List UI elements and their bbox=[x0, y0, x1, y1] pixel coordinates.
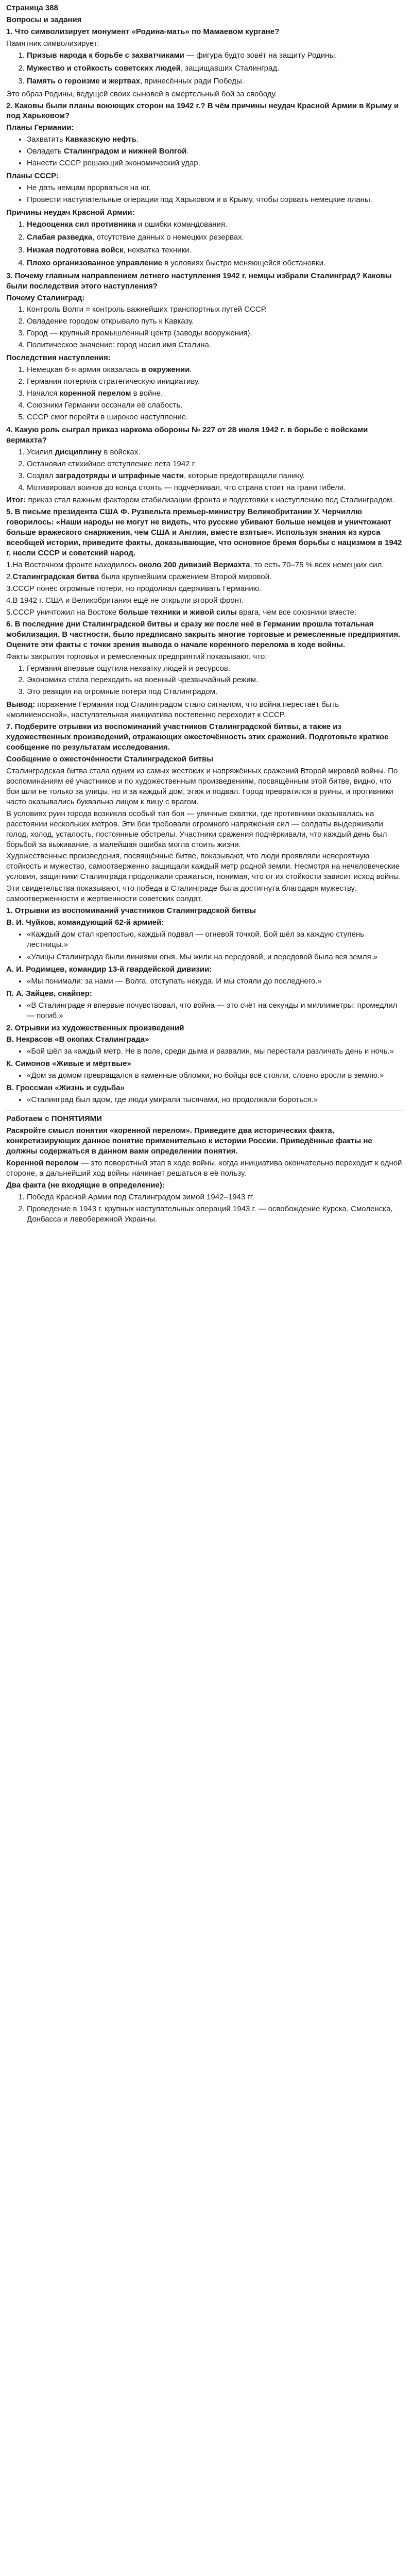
q4-result-text: приказ стал важным фактором стабилизации фронта и подготовки к наступлению под Сталинградом. bbox=[26, 496, 394, 505]
q4-item bbox=[27, 447, 403, 457]
q2-ussr-item: • Не дать немцам прорваться на юг. bbox=[27, 183, 403, 193]
q3-conseq-item bbox=[27, 388, 403, 399]
q1-item-text: — фигура будто зовёт на защиту Родины. bbox=[184, 50, 337, 60]
q7-chuikov-quotes bbox=[6, 929, 403, 962]
q2-germany-item-bold: Кавказскую нефть bbox=[65, 135, 136, 144]
q5-fact-pre: 3.СССР понёс огромные потери, но продолжал сдерживать Германию. bbox=[6, 584, 262, 593]
q2-reason-bold: Слабая разведка bbox=[27, 232, 93, 242]
q4-item bbox=[27, 483, 403, 493]
q2-reason-item bbox=[27, 258, 403, 268]
question-5-title: 5. В письме президента США Ф. Рузвельта премьер-министру Великобритании У. Черчиллю говорилось: «Наши народы не могут не видеть, что русские убивают больше немцев и уничтожают больше вражеского снаряжения, чем США и Англия, вместе взятые». Используя знания из курса всеобщей истории, приведите факты, доказывающие, что основное бремя борьбы с нацизмом в 1942 г. несли СССР и советский народ. bbox=[6, 507, 402, 558]
quote-item: • «Сталинград был адом, где люди умирали тысячами, но продолжали бороться.» bbox=[27, 1095, 403, 1105]
q2-reason-item bbox=[27, 232, 403, 243]
q6-list bbox=[6, 664, 403, 698]
q3-why-list bbox=[6, 304, 403, 350]
page-title: Страница 388 bbox=[6, 4, 58, 12]
q3-conseq-pre: Начался bbox=[27, 389, 60, 398]
q2-germany-item bbox=[27, 134, 403, 145]
q5-fact-post: была крупнейшим сражением Второй мировой. bbox=[99, 572, 272, 581]
concepts-facts-head: Два факта (не входящие в определение): bbox=[6, 1180, 165, 1190]
q4-list bbox=[6, 447, 403, 493]
question-6-title: 6. В последние дни Сталинградской битвы и сразу же после неё в Германии прошла тотальная мобилизация. В частности, было предписано закрыть многие торговые и ремесленные предприятия. Оцените эти факты с точки зрения вывода о начале коренного перелома в ходе войны. bbox=[6, 619, 401, 649]
q7-nekrasov-quotes bbox=[6, 1046, 403, 1057]
q5-fact-pre: 4.В 1942 г. США и Великобритания ещё не открыли второй фронт. bbox=[6, 596, 244, 605]
q3-conseq-bold: в окружении bbox=[141, 365, 190, 375]
q3-conseq-head: Последствия наступления: bbox=[6, 353, 111, 363]
quote-item: • «Дом за домом превращался в каменные обломки, но бойцы всё стояли, словно вросли в землю.» bbox=[27, 1071, 403, 1081]
q3-why-item: 4. Политическое значение: город носил имя Сталина. bbox=[27, 340, 403, 350]
section-title: Вопросы и задания bbox=[6, 15, 82, 24]
concepts-fact: 1. Победа Красной Армии под Сталинградом зимой 1942–1943 гг. bbox=[27, 1192, 403, 1202]
q1-item bbox=[27, 63, 403, 74]
q1-item-bold: Память о героизме и жертвах bbox=[27, 76, 141, 86]
concepts-title: Работаем с ПОНЯТИЯМИ bbox=[6, 1114, 102, 1124]
concepts-term: Коренной перелом bbox=[6, 1158, 79, 1167]
q5-fact-pre: 1.На Восточном фронте находилось bbox=[6, 561, 139, 570]
q5-fact-pre: 5.СССР уничтожил на Востоке bbox=[6, 607, 119, 617]
q2-reason-text: в условиях быстро меняющейся обстановки. bbox=[162, 258, 326, 267]
q4-item bbox=[27, 459, 403, 469]
concepts-facts-list bbox=[6, 1192, 403, 1225]
question-4-title: 4. Какую роль сыграл приказ наркома обороны № 227 от 28 июля 1942 г. в борьбе с войсками вермахта? bbox=[6, 425, 368, 445]
quote-item: • «Мы понимали: за нами — Волга, отступать некуда. И мы стояли до последнего.» bbox=[27, 976, 403, 987]
q3-conseq-item bbox=[27, 377, 403, 387]
q2-reason-bold: Низкая подготовка войск bbox=[27, 245, 124, 255]
concepts-definition-text: — это поворотный этап в ходе войны, когда инициатива окончательно переходит к одной стороне, а дальнейший ход войны начинает решаться в её пользу. bbox=[6, 1158, 402, 1178]
q2-reason-bold: Недооценка сил противника bbox=[27, 219, 136, 229]
q3-why-head: Почему Сталинград: bbox=[6, 293, 85, 302]
question-3-title: 3. Почему главным направлением летнего наступления 1942 г. немцы избрали Сталинград? Каковы были последствия этого наступления? bbox=[6, 271, 392, 291]
q5-fact bbox=[6, 572, 403, 582]
q1-item-text: , принесённых ради Победы. bbox=[140, 76, 244, 86]
q6-intro: Факты закрытия торговых и ремесленных предприятий показывают, что: bbox=[6, 652, 267, 661]
q7-part1-head: 1. Отрывки из воспоминаний участников Сталинградской битвы bbox=[6, 906, 256, 916]
q6-item: 1. Германия впервые ощутила нехватку людей и ресурсов. bbox=[27, 664, 403, 674]
q2-germany-item-pre: Овладеть bbox=[27, 147, 64, 156]
q1-outro: Это образ Родины, ведущей своих сыновей в смертельный бой за свободу. bbox=[6, 89, 277, 98]
q4-item bbox=[27, 471, 403, 481]
q6-conclusion-text: поражение Германии под Сталинградом стало сигналом, что война перестаёт быть «молниеносной», наступательная инициатива постепенно переходит к СССР. bbox=[6, 700, 339, 720]
q4-item-pre: Остановил стихийное отступление лета 1942 г. bbox=[27, 459, 196, 468]
concepts-definition bbox=[6, 1158, 403, 1179]
q2-reason-item bbox=[27, 245, 403, 256]
q5-facts bbox=[6, 560, 403, 618]
q7-simonov-head: К. Симонов «Живые и мёртвые» bbox=[6, 1059, 131, 1069]
q4-result bbox=[6, 495, 403, 505]
concepts-task: Раскройте смысл понятия «коренной перелом». Приведите два исторических факта, конкретизирующих данное понятие применительно к истории России. Приведённые факты не должны содержаться в данном вами определении понятия. bbox=[6, 1126, 372, 1156]
q3-conseq-bold: коренной перелом bbox=[59, 389, 131, 398]
q3-conseq-pre: Союзники Германии осознали её слабость. bbox=[27, 400, 183, 410]
q1-item-text: , защищавших Сталинград. bbox=[180, 63, 280, 73]
q3-why-item: 2. Овладение городом открывало путь к Кавказу. bbox=[27, 316, 403, 327]
q4-item-post: , которые предотвращали панику. bbox=[184, 471, 305, 480]
quote-item: • «Каждый дом стал крепостью, каждый подвал — огневой точкой. Бой шёл за каждую ступень лестницы.» bbox=[27, 929, 403, 950]
q3-conseq-post: в войне. bbox=[131, 389, 163, 398]
divider bbox=[6, 1110, 403, 1111]
q7-paragraph-1: Сталинградская битва стала одним из самых жестоких и напряжённых сражений Второй мировой войны. По воспоминаниям её участников и по художественным произведениям, посвящённым этой битве, видно, что бои шли не только за улицы, но и за каждый дом, этаж и подвал. Город превратился в руины, и противники часто оказывались буквально лицом к лицу с врагом. bbox=[6, 766, 398, 806]
q3-conseq-item bbox=[27, 365, 403, 375]
q4-item-post: в войсках. bbox=[101, 447, 141, 456]
q7-zaitsev-quotes bbox=[6, 1001, 403, 1021]
q7-paragraph-4: Эти свидетельства показывают, что победа в Сталинграде была достигнута благодаря мужеству, самоотверженности и жертвенности советских солдат. bbox=[6, 884, 356, 904]
q7-nekrasov-head: В. Некрасов «В окопах Сталинграда» bbox=[6, 1035, 149, 1044]
q4-item-pre: Усилил bbox=[27, 447, 55, 456]
q2-reason-bold: Плохо организованное управление bbox=[27, 258, 163, 267]
question-2-title: 2. Каковы были планы воюющих сторон на 1942 г.? В чём причины неудач Красной Армии в Крыму и под Харьковом? bbox=[6, 101, 399, 121]
q2-germany-head: Планы Германии: bbox=[6, 123, 74, 132]
q2-reason-text: и ошибки командования. bbox=[135, 219, 228, 229]
q3-conseq-list bbox=[6, 365, 403, 422]
q5-fact-bold: Сталинградская битва bbox=[12, 572, 99, 581]
quote-item: • «Улицы Сталинграда были линиями огня. Мы жили на передовой, и передовой была вся земля.» bbox=[27, 952, 403, 962]
q3-conseq-post: . bbox=[190, 365, 192, 375]
q7-part2-head: 2. Отрывки из художественных произведений bbox=[6, 1023, 184, 1032]
q2-reason-item bbox=[27, 219, 403, 230]
document bbox=[0, 0, 412, 1232]
q2-ussr-item: • Провести наступательные операции под Харьковом и в Крыму, чтобы сорвать немецкие планы. bbox=[27, 195, 403, 205]
q7-grossman-quotes bbox=[6, 1095, 403, 1105]
q2-germany-item bbox=[27, 158, 403, 168]
q2-germany-list bbox=[6, 134, 403, 168]
q7-paragraph-2: В условиях руин города возникла особый тип боя — уличные схватки, где противники оказывались на расстоянии нескольких метров. Эти бои требовали огромного напряжения сил — солдаты выдерживали голод, холод, усталость, постоянные обстрелы. Участники сражения подчёркивали, что каждый день был борьбой за выживание, а малейшая ошибка могла стоить жизни. bbox=[6, 809, 387, 849]
q6-conclusion-label: Вывод: bbox=[6, 700, 36, 709]
q5-fact bbox=[6, 560, 403, 570]
q2-reason-text: , отсутствие данных о немецких резервах. bbox=[92, 232, 244, 242]
quote-item: • «Бой шёл за каждый метр. Не в поле, среди дыма и развалин, мы перестали различать день и ночь.» bbox=[27, 1046, 403, 1057]
question-7-title: 7. Подберите отрывки из воспоминаний участников Сталинградской битвы, а также из художественных произведений, отражающих ожесточённость этих сражений. Подготовьте краткое сообщение по результатам исследования. bbox=[6, 722, 389, 752]
q5-fact bbox=[6, 596, 403, 606]
q2-reason-text: , нехватка техники. bbox=[123, 245, 192, 255]
q6-item: 3. Это реакция на огромные потери под Сталинградом. bbox=[27, 687, 403, 697]
q7-rodimtsev-head: А. И. Родимцев, командир 13-й гвардейской дивизии: bbox=[6, 964, 212, 974]
q7-grossman-head: В. Гроссман «Жизнь и судьба» bbox=[6, 1083, 125, 1093]
q7-zaitsev-head: П. А. Зайцев, снайпер: bbox=[6, 989, 92, 998]
q7-simonov-quotes bbox=[6, 1071, 403, 1081]
concepts-fact: 2. Проведение в 1943 г. крупных наступательных операций 1943 г. — освобождение Курска, Смоленска, Донбасса и левобережной Украины. bbox=[27, 1204, 403, 1225]
q2-ussr-list bbox=[6, 183, 403, 205]
q2-reasons-list bbox=[6, 219, 403, 268]
q2-germany-item bbox=[27, 146, 403, 157]
q5-fact-post: врага, чем все союзники вместе. bbox=[236, 607, 357, 617]
q5-fact bbox=[6, 607, 403, 618]
q2-ussr-head: Планы СССР: bbox=[6, 172, 59, 181]
q5-fact-bold: около 200 дивизий Вермахта bbox=[139, 561, 250, 570]
q1-item-bold: Мужество и стойкость советских людей bbox=[27, 63, 181, 73]
q1-item-bold: Призыв народа к борьбе с захватчиками bbox=[27, 50, 184, 60]
q5-fact-pre: 2. bbox=[6, 572, 13, 581]
quote-item: • «В Сталинграде я впервые почувствовал, что война — это счёт на секунды и миллиметры: промедлил — погиб.» bbox=[27, 1001, 403, 1021]
q3-conseq-pre: Немецкая 6-я армия оказалась bbox=[27, 365, 142, 375]
q1-list bbox=[6, 50, 403, 87]
q3-conseq-pre: СССР смог перейти в широкое наступление. bbox=[27, 412, 188, 421]
q4-item-bold: заградотряды и штрафные части bbox=[55, 471, 184, 480]
q6-conclusion bbox=[6, 700, 403, 720]
q4-item-pre: Создал bbox=[27, 471, 56, 480]
q2-germany-item-pre: Захватить bbox=[27, 135, 65, 144]
q2-reasons-head: Причины неудач Красной Армии: bbox=[6, 208, 135, 217]
q3-conseq-pre: Германия потеряла стратегическую инициативу. bbox=[27, 377, 200, 386]
q2-germany-item-bold: Сталинградом и нижней Волгой bbox=[63, 147, 187, 156]
q2-germany-item-post: . bbox=[186, 147, 189, 156]
question-1-title: 1. Что символизирует монумент «Родина-мать» по Мамаевом кургане? bbox=[6, 27, 280, 36]
q5-fact-post: , то есть 70–75 % всех немецких сил. bbox=[250, 561, 384, 570]
q5-fact-bold: больше техники и живой силы bbox=[118, 607, 237, 617]
q7-chuikov-head: В. И. Чуйков, командующий 62-й армией: bbox=[6, 918, 164, 927]
q7-message-head: Сообщение о ожесточённости Сталинградской битвы bbox=[6, 755, 214, 764]
q4-item-pre: Мотивировал воинов до конца стоять — подчёркивал, что страна стоит на грани гибели. bbox=[27, 483, 346, 492]
q1-item bbox=[27, 50, 403, 61]
q3-why-item: 3. Город — крупный промышленный центр (заводы вооружения). bbox=[27, 328, 403, 338]
q5-fact bbox=[6, 584, 403, 594]
q3-conseq-item bbox=[27, 412, 403, 422]
q2-germany-item-pre: Нанести СССР решающий экономический удар. bbox=[27, 159, 200, 168]
q1-item bbox=[27, 76, 403, 87]
q6-item: 2. Экономика стала переходить на военный чрезвычайный режим. bbox=[27, 675, 403, 685]
q4-item-bold: дисциплину bbox=[55, 447, 102, 456]
q7-paragraph-3: Художественные произведения, посвящённые битве, показывают, что люди проявляли невероятную стойкость и мужество, самоотверженно защищали каждый метр родной земли. Несмотря на нечеловеческие условия, защитники Сталинграда продолжали сражаться, понимая, что от их стойкости зависит исход войны. bbox=[6, 852, 401, 882]
q1-intro: Памятник символизирует: bbox=[6, 39, 99, 48]
q7-rodimtsev-quotes bbox=[6, 976, 403, 987]
q3-why-item: 1. Контроль Волги = контроль важнейших транспортных путей СССР. bbox=[27, 304, 403, 315]
q4-result-label: Итог: bbox=[6, 496, 26, 505]
q2-germany-item-post: . bbox=[136, 135, 139, 144]
q3-conseq-item bbox=[27, 400, 403, 411]
